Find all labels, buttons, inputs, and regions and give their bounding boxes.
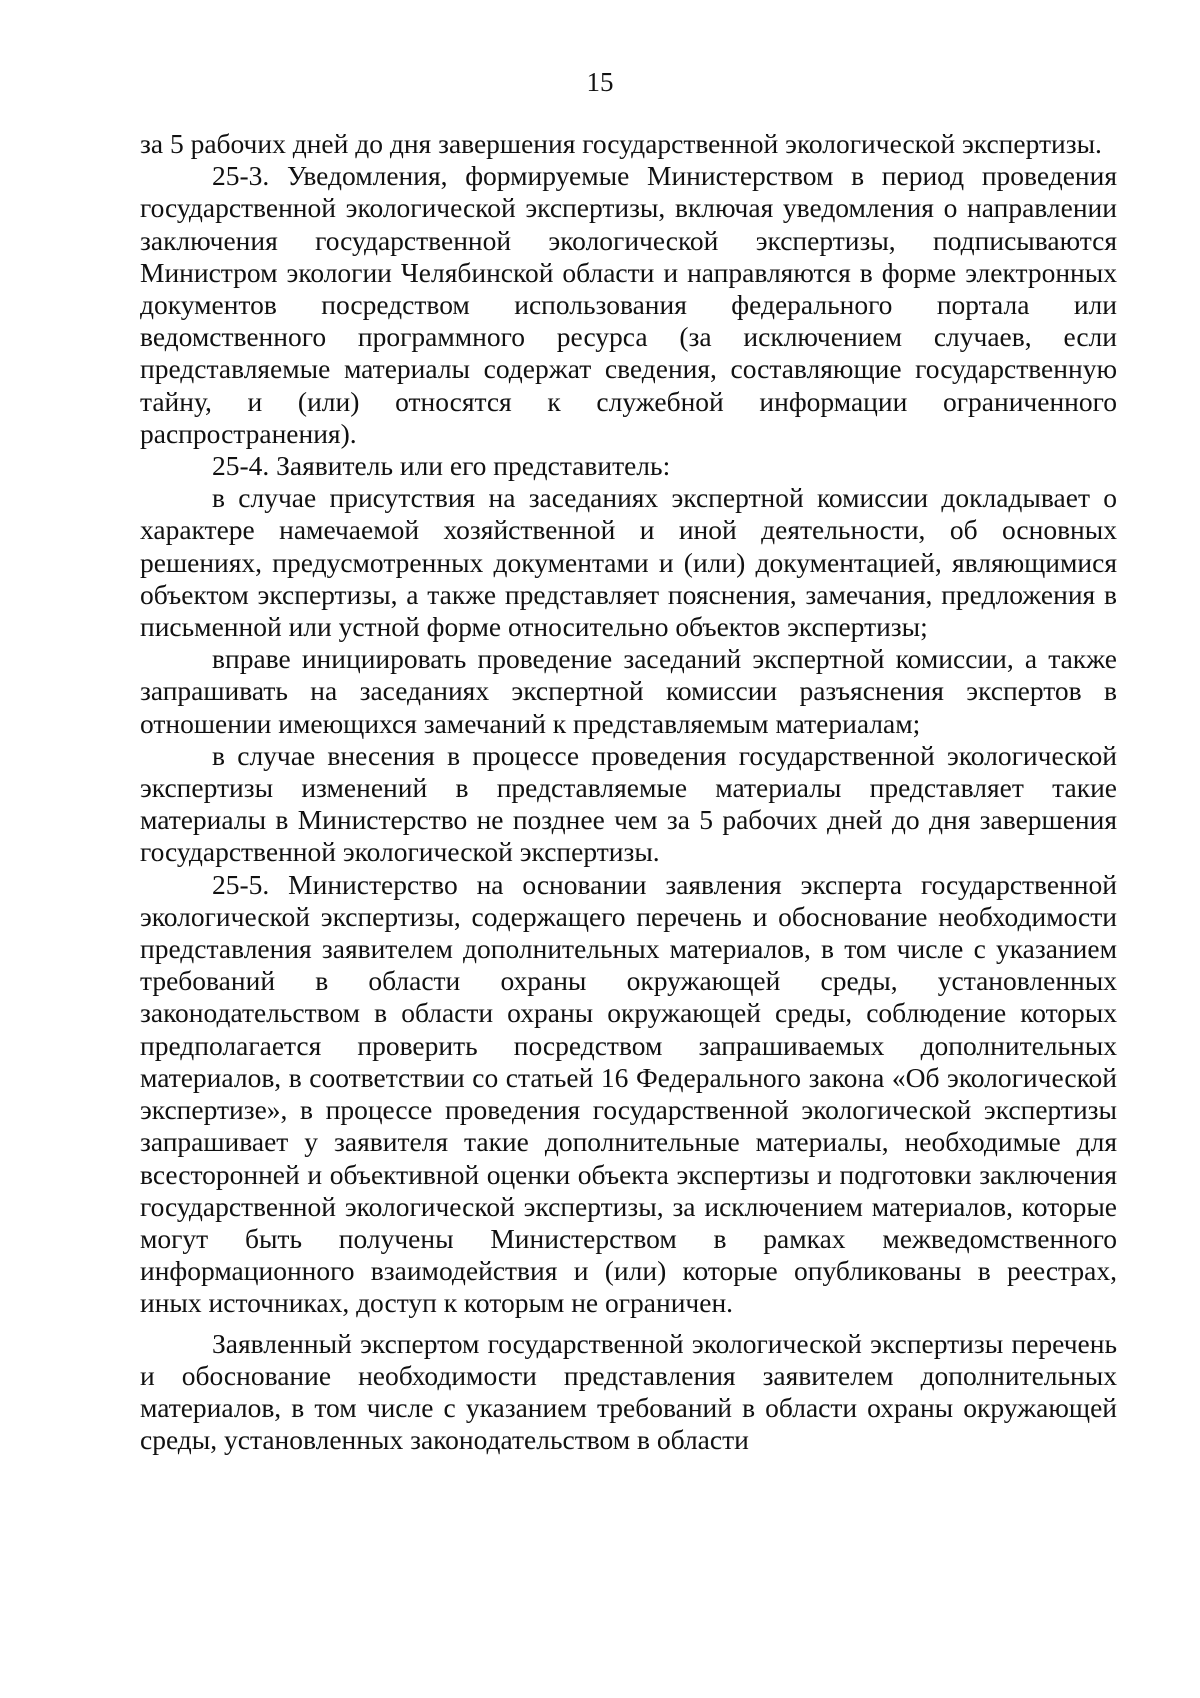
paragraph-25-4-heading: 25-4. Заявитель или его представитель: bbox=[212, 450, 671, 482]
paragraph-25-4-item-2: вправе инициировать проведение заседаний экспертной комиссии, а также запрашивать на заседаниях экспертной комиссии разъяснения экспертов в отношении имеющихся замечаний к представляемым материалам; bbox=[140, 643, 1117, 739]
paragraph-25-4-item-1: в случае присутствия на заседаниях экспертной комиссии докладывает о характере намечаемой хозяйственной и иной деятельности, об основных решениях, предусмотренных документами и (или) документацией, являющимися объектом экспертизы, а также представляет пояснения, замечания, предложения в письменной или устной форме относительно объектов экспертизы; bbox=[140, 482, 1117, 643]
paragraph-continuation: за 5 рабочих дней до дня завершения государственной экологической экспертизы. bbox=[140, 128, 1102, 159]
paragraph-declared-list: Заявленный экспертом государственной экологической экспертизы перечень и обоснование необходимости представления заявителем дополнительных материалов, в том числе с указанием требований в области охраны окружающей среды, установленных законодательством в области bbox=[140, 1327, 1117, 1456]
paragraph-25-5: 25-5. Министерство на основании заявления эксперта государственной экологической экспертизы, содержащего перечень и обоснование необходимости представления заявителем дополнительных материалов, в том числе с указанием требований в области охраны окружающей среды, установленных законодательством в области охраны окружающей среды, соблюдение которых предполагается проверить посредством запрашиваемых дополнительных материалов, в соответствии со статьей 16 Федерального закона «Об экологической экспертизе», в процессе проведения государственной экологической экспертизы запрашивает у заявителя такие дополнительные материалы, необходимые для всесторонней и объективной оценки объекта экспертизы и подготовки заключения государственной экологической экспертизы, за исключением материалов, которые могут быть получены Министерством в рамках межведомственного информационного взаимодействия и (или) которые опубликованы в реестрах, иных источниках, доступ к которым не ограничен. bbox=[140, 868, 1117, 1319]
page-number: 15 bbox=[586, 67, 614, 97]
paragraph-25-3: 25-3. Уведомления, формируемые Министерством в период проведения государственной экологической экспертизы, включая уведомления о направлении заключения государственной экологической экспертизы, подписываются Министром экологии Челябинской области и направляются в форме электронных документов посредством использования федерального портала или ведомственного программного ресурса (за исключением случаев, если представляемые материалы содержат сведения, составляющие государственную тайну, и (или) относятся к служебной информации ограниченного распространения). bbox=[140, 160, 1117, 449]
document-body bbox=[140, 128, 1117, 1456]
paragraph-25-4-item-3: в случае внесения в процессе проведения государственной экологической экспертизы изменений в представляемые материалы представляет такие материалы в Министерство не позднее чем за 5 рабочих дней до дня завершения государственной экологической экспертизы. bbox=[140, 739, 1117, 868]
